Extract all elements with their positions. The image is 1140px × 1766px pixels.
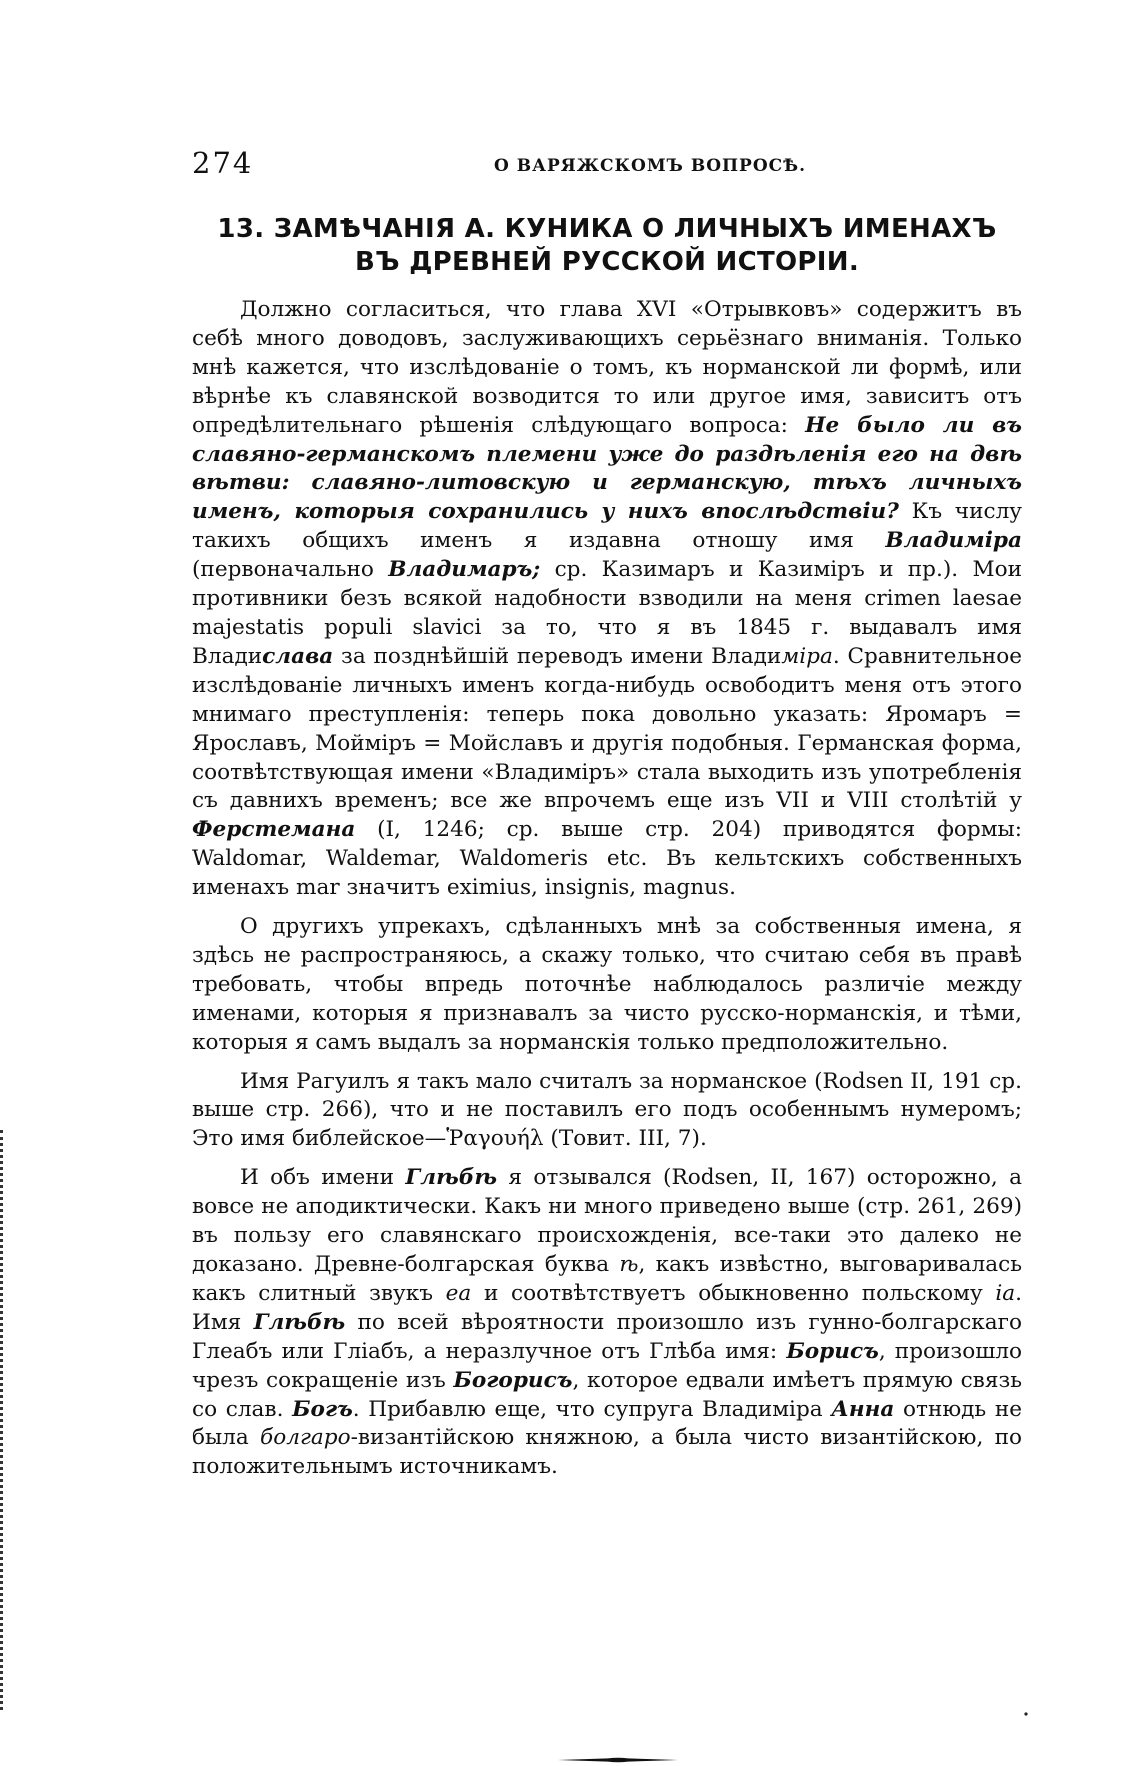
text-run: (I, 1246; ср. выше стр. 204) приводятся формы: Waldomar, Waldemar, Waldomeris etc. Въ кельтскихъ собственныхъ именахъ mar значитъ eximius, insignis, magnus. xyxy=(192,817,1022,901)
italic-run: Владиміра xyxy=(885,528,1022,554)
text-run: . Имя xyxy=(192,1280,1022,1335)
italic-run: ѣ xyxy=(619,1252,639,1277)
text-run: . Прибавлю еще, что супруга Владиміра xyxy=(352,1396,832,1422)
paragraph-2: О другихъ упрекахъ, сдѣланныхъ мнѣ за собственныя имена, я здѣсь не распространяюсь, а скажу только, что считаю себя въ правѣ требовать, чтобы впредь поточнѣе наблюдалось различіе между именами, которыя я признавалъ за чисто русско-норманскія, и тѣми, которыя я самъ выдалъ за норманскія только предположительно. xyxy=(192,914,1022,1055)
paragraph-3: Имя Рагуилъ я такъ мало считалъ за норманское (Rodsen II, 191 ср. выше стр. 266), что и не поставилъ его подъ особеннымъ нумеромъ; Это имя библейское—Ῥαγουήλ (Товит. III, 7). xyxy=(192,1068,1022,1152)
text-run: и соотвѣтствуетъ обыкновенно польскому xyxy=(471,1280,996,1306)
end-rule-ornament xyxy=(558,1754,678,1766)
italic-run: Владимаръ; xyxy=(388,557,541,583)
page-edge-scan-artifact xyxy=(0,1130,6,1710)
italic-run: Анна xyxy=(831,1396,895,1422)
italic-run: Глѣбѣ xyxy=(405,1165,498,1191)
text-run: , которое едвали имѣетъ прямую связь со слав. xyxy=(192,1367,1022,1422)
italic-run: болгаро xyxy=(260,1425,351,1451)
text-run: И объ имени xyxy=(240,1165,406,1191)
text-run: -византійскою княжною, а была чисто византійскою, по положительнымъ источникамъ. xyxy=(192,1425,1022,1480)
text-run: по всей вѣроятности произошло изъ гунно-болгарскаго Глеабъ или Гліабъ, а неразлучное отъ Глѣба имя: xyxy=(192,1309,1022,1364)
italic-run: слава xyxy=(262,643,334,669)
text-run: ср. Казимаръ и Казиміръ и пр.). Мои противники безъ всякой надобности взводили на меня crimen laesae majestatis populi slavici за то, что я въ 1845 г. выдавалъ имя Влади xyxy=(192,557,1022,669)
stray-dot xyxy=(1024,1712,1028,1716)
italic-run: Глѣбѣ xyxy=(253,1309,346,1335)
italic-run: Ферстемана xyxy=(192,817,356,843)
paragraph-4 xyxy=(192,1164,1022,1482)
italic-run: Богорисъ xyxy=(453,1367,573,1393)
text-run: . Сравнительное изслѣдованіе личныхъ именъ когда-нибудь освободитъ меня отъ этого мнимаго преступленія: теперь пока довольно указать: Яромаръ = Ярославъ, Мойміръ = Мойславъ и другія подобныя. Германская форма, соотвѣтствующая имени «Владиміръ» стала выходить изъ употребленія съ давнихъ временъ; все же впрочемъ еще изъ VII и VIII столѣтій у xyxy=(192,643,1022,814)
italic-run: міра xyxy=(781,643,833,669)
page-number: 274 xyxy=(192,146,254,180)
section-title: 13. ЗАМѢЧАНІЯ А. КУНИКА О ЛИЧНЫХЪ ИМЕНАХЪ ВЪ ДРЕВНЕЙ РУССКОЙ ИСТОРІИ. xyxy=(217,214,997,277)
italic-run: еа xyxy=(445,1280,472,1306)
italic-run: Борисъ xyxy=(786,1338,879,1364)
paragraph-1 xyxy=(192,296,1022,903)
text-run: отнюдь не была xyxy=(192,1396,1023,1451)
text-run: , произошло чрезъ сокращеніе изъ xyxy=(192,1338,1022,1393)
page-header xyxy=(192,146,1022,186)
body-text xyxy=(192,296,1022,1492)
text-run: Къ числу такихъ общихъ именъ я издавна отношу имя xyxy=(192,499,1022,554)
italic-run: ia xyxy=(995,1280,1016,1306)
text-run: Должно согласиться, что глава XVI «Отрывковъ» содержитъ въ себѣ много доводовъ, заслуживающихъ серьёзнаго вниманія. Только мнѣ кажется, что изслѣдованіе о томъ, къ норманской ли формѣ, или вѣрнѣе къ славянской возводится то или другое имя, зависитъ отъ опредѣлительнаго рѣшенія слѣдующаго вопроса: xyxy=(192,297,1022,438)
text-run: (первоначально xyxy=(192,557,389,583)
italic-run: Не было ли въ славяно-германскомъ племени уже до раздѣленія его на двѣ вѣтви: славяно-литовскую и германскую, тѣхъ личныхъ именъ, которыя сохранились у нихъ впослѣдствіи? xyxy=(192,412,1023,525)
text-run: , какъ извѣстно, выговаривалась какъ слитный звукъ xyxy=(192,1252,1022,1306)
italic-run: Богъ xyxy=(292,1396,353,1422)
running-head: О ВАРЯЖСКОМЪ ВОПРОСѢ. xyxy=(494,156,807,176)
text-run: я отзывался (Rodsen, II, 167) осторожно, а вовсе не аподиктически. Какъ ни много приведено выше (стр. 261, 269) въ пользу его славянскаго происхожденія, все-таки это далеко не доказано. Древне-болгарская буква xyxy=(192,1165,1022,1277)
text-run: за позднѣйшій переводъ имени Влади xyxy=(333,643,782,669)
